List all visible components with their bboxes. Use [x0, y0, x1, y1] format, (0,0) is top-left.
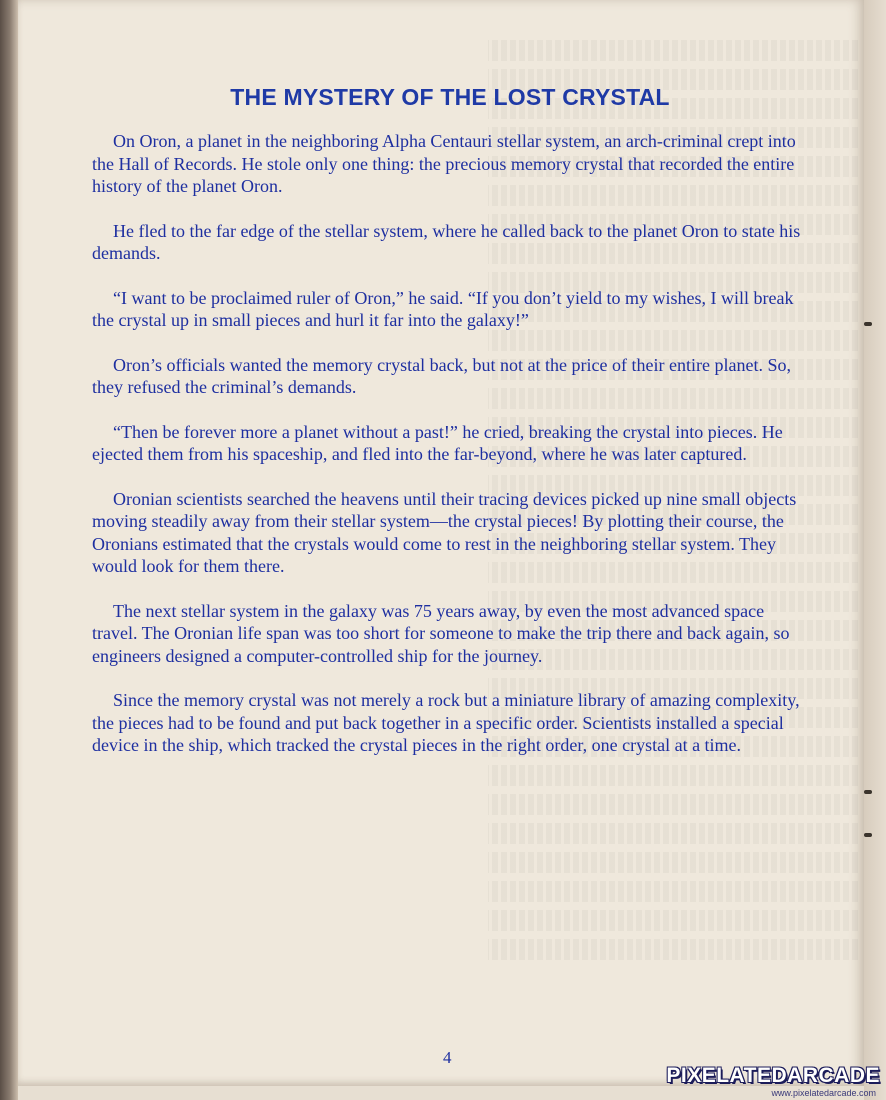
- page-number: 4: [443, 1048, 452, 1067]
- watermark-logo: PIXELATEDARCADE: [666, 1064, 880, 1087]
- paragraph: Oronian scientists searched the heavens until their tracing devices picked up nine small objects moving steadily away from their stellar system—the crystal pieces! By plotting their course, the Oronians estimated that the crystals would come to rest in the neighboring stellar system. They would look for them there.: [92, 488, 797, 576]
- watermark-url: www.pixelatedarcade.com: [771, 1088, 876, 1098]
- page-title: THE MYSTERY OF THE LOST CRYSTAL: [230, 84, 670, 110]
- page-edge-mark: [864, 833, 872, 837]
- paragraph: Oron’s officials wanted the memory crystal back, but not at the price of their entire planet. So, they refused the criminal’s demands.: [92, 354, 791, 397]
- binding-edge: [0, 0, 18, 1100]
- paragraph: “I want to be proclaimed ruler of Oron,” he said. “If you don’t yield to my wishes, I will break the crystal up in small pieces and hurl it far into the galaxy!”: [92, 287, 794, 330]
- page-edge-mark: [864, 790, 872, 794]
- story-body: [92, 130, 808, 779]
- paragraph: Since the memory crystal was not merely a rock but a miniature library of amazing complexity, the pieces had to be found and put back together in a specific order. Scientists installed a special device in the ship, which tracked the crystal pieces in the right order, one crystal at a time.: [92, 690, 800, 755]
- paragraph: The next stellar system in the galaxy was 75 years away, by even the most advanced space travel. The Oronian life span was too short for someone to make the trip there and back again, so engineers designed a computer-controlled ship for the journey.: [92, 600, 790, 666]
- paragraph: “Then be forever more a planet without a past!” he cried, breaking the crystal into pieces. He ejected them from his spaceship, and fled into the far-beyond, where he was later captured.: [92, 421, 783, 464]
- paragraph: He fled to the far edge of the stellar system, where he called back to the planet Oron to state his demands.: [92, 220, 801, 263]
- paragraph: On Oron, a planet in the neighboring Alpha Centauri stellar system, an arch-criminal crept into the Hall of Records. He stole only one thing: the precious memory crystal that recorded the entire history of the planet Oron.: [92, 131, 796, 196]
- page-edge: [864, 0, 886, 1100]
- page-edge-mark: [864, 322, 872, 326]
